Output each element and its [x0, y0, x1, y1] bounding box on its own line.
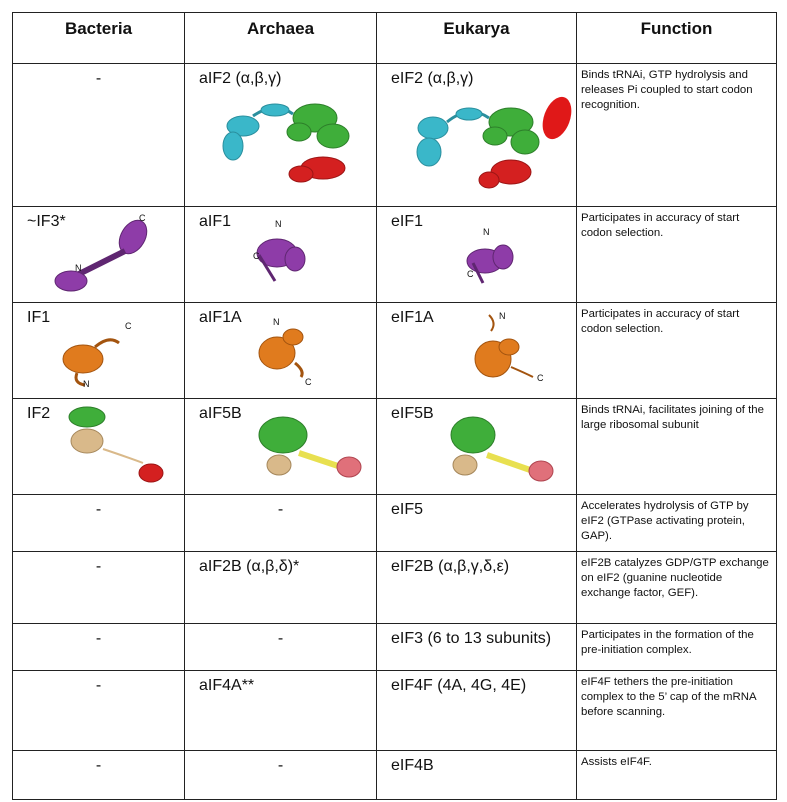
cell-function: Participates in accuracy of start codon selection. [577, 207, 777, 303]
cell-eukarya: eIF1A N C [377, 303, 577, 399]
cell-function: eIF4F tethers the pre-initiation complex to the 5’ cap of the mRNA before scanning. [577, 671, 777, 751]
cell-archaea: aIF1 N C [185, 207, 377, 303]
header-archaea: Archaea [185, 13, 377, 64]
c-terminus-label: C [467, 269, 474, 279]
header-eukarya: Eukarya [377, 13, 577, 64]
cell-bacteria: - [13, 64, 185, 207]
cell-eukarya: eIF4F (4A, 4G, 4E) [377, 671, 577, 751]
cell-function: eIF2B catalyzes GDP/GTP exchange on eIF2 (guanine nucleotide exchange factor, GEF). [577, 552, 777, 624]
cell-function: Binds tRNAi, facilitates joining of the large ribosomal subunit [577, 399, 777, 495]
cell-archaea: aIF2B (α,β,δ)* [185, 552, 377, 624]
cell-eukarya: eIF2B (α,β,γ,δ,ε) [377, 552, 577, 624]
cell-eukarya: eIF4B [377, 751, 577, 800]
eif1a-structure-image [455, 307, 565, 395]
cell-function: Participates in the formation of the pre-initiation complex. [577, 624, 777, 671]
if2-structure-image [47, 401, 177, 491]
cell-bacteria: ~IF3* C N [13, 207, 185, 303]
initiation-factors-table [12, 12, 777, 800]
aif1a-structure-image [239, 313, 329, 393]
cell-function: Binds tRNAi, GTP hydrolysis and releases Pi coupled to start codon recognition. [577, 64, 777, 207]
cell-archaea: aIF4A** [185, 671, 377, 751]
cell-eukarya: eIF5 [377, 495, 577, 552]
cell-archaea: - [185, 495, 377, 552]
cell-function: Accelerates hydrolysis of GTP by eIF2 (GTPase activating protein, GAP). [577, 495, 777, 552]
table-row [13, 495, 777, 552]
table-row [13, 64, 777, 207]
cell-bacteria: - [13, 624, 185, 671]
if3-structure-image [47, 211, 167, 299]
c-terminus-label: C [139, 213, 146, 223]
c-terminus-label: C [125, 321, 132, 331]
table-row [13, 624, 777, 671]
cell-archaea: aIF1A N C [185, 303, 377, 399]
cell-archaea: aIF2 (α,β,γ) [185, 64, 377, 207]
table-row [13, 303, 777, 399]
if1-structure-image [43, 313, 143, 393]
cell-bacteria: - [13, 751, 185, 800]
cell-eukarya: eIF3 (6 to 13 subunits) [377, 624, 577, 671]
aif2-structure-image [215, 96, 365, 201]
cell-bacteria: - [13, 552, 185, 624]
cell-eukarya: eIF1 N C [377, 207, 577, 303]
n-terminus-label: N [483, 227, 490, 237]
cell-bacteria: - [13, 495, 185, 552]
eif2-structure-image [407, 96, 572, 201]
cell-function: Assists eIF4F. [577, 751, 777, 800]
c-terminus-label: C [537, 373, 544, 383]
eif1-structure-image [449, 221, 529, 297]
cell-bacteria: IF2 [13, 399, 185, 495]
table-row [13, 399, 777, 495]
table-row [13, 751, 777, 800]
table-row [13, 552, 777, 624]
header-function: Function [577, 13, 777, 64]
aif1-structure-image [239, 215, 319, 295]
cell-eukarya: eIF5B [377, 399, 577, 495]
n-terminus-label: N [273, 317, 280, 327]
cell-archaea: - [185, 624, 377, 671]
header-bacteria: Bacteria [13, 13, 185, 64]
c-terminus-label: C [305, 377, 312, 387]
header-row [13, 13, 777, 64]
aif5b-structure-image [229, 403, 374, 491]
eif5b-structure-image [429, 403, 569, 491]
table-row [13, 207, 777, 303]
cell-function: Participates in accuracy of start codon selection. [577, 303, 777, 399]
cell-bacteria: IF1 C N [13, 303, 185, 399]
n-terminus-label: N [75, 263, 82, 273]
cell-bacteria: - [13, 671, 185, 751]
c-terminus-label: C [253, 251, 260, 261]
cell-archaea: - [185, 751, 377, 800]
n-terminus-label: N [499, 311, 506, 321]
cell-archaea: aIF5B [185, 399, 377, 495]
table-row [13, 671, 777, 751]
cell-eukarya: eIF2 (α,β,γ) [377, 64, 577, 207]
n-terminus-label: N [83, 379, 90, 389]
n-terminus-label: N [275, 219, 282, 229]
